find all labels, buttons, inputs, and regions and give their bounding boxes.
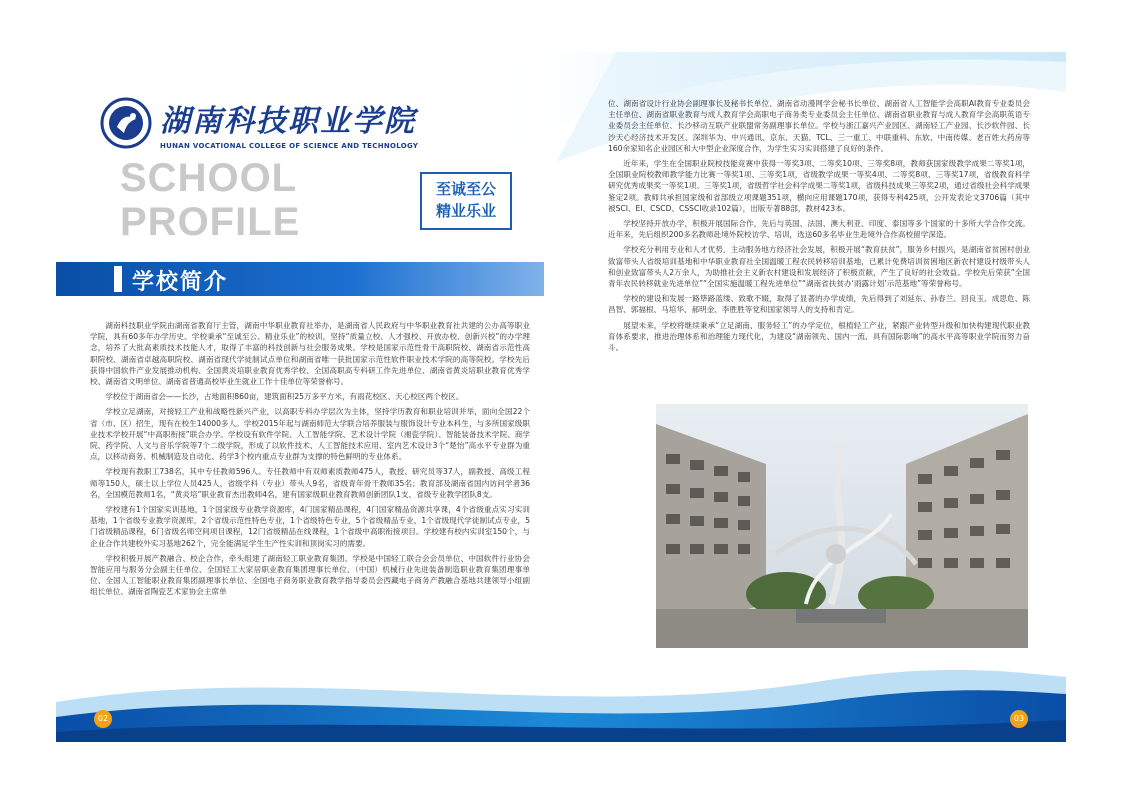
brochure-spread: [56, 52, 1066, 742]
school-seal-icon: [100, 97, 152, 149]
motto-line-2: 精业乐业: [435, 202, 496, 220]
paragraph: 学校的建设和发展一路筚路蓝缕、致歌不辍，取得了显著的办学成绩，先后得到了刘延东、孙春兰、回良玉、成思危、陈昌智、郭福根、马培华、郝明金、李胜胜等党和国家领导人的支持和肯定。: [608, 294, 1030, 315]
school-logo: [100, 96, 418, 150]
banner-marker: [114, 266, 122, 292]
campus-photo: [656, 404, 1028, 648]
left-column-text: [90, 320, 530, 602]
paragraph: 湖南科技职业学院由湖南省教育厅主管，湖南中华职业教育社举办，是湖南省人民政府与中华职业教育社共建的公办高等职业学院，具有60多年办学历史。学校秉承“至诚至公、精业乐业”的校训，坚持“质量立校、人才强校、开放办校、创新兴校”的办学理念，培养了大批高素质技术技能人才，取得了丰富的科技创新与社会服务成果。学校是国家示范性骨干高职院校、湖南省示范性高职院校、湖南省卓越高职院校、湖南省现代学徒制试点单位和湖南省唯一获批国家示范性软件职业技术学院的高等院校。学校先后获得中国软件产业发展推动机构、全国黄炎培职业教育优秀学校、全国高职高专科研工作先进单位、湖南省黄炎培职业教育优秀学校、湖南省文明单位、湖南省普通高校毕业生就业工作十佳单位等荣誉称号。: [90, 321, 530, 387]
paragraph: 展望未来，学校将继续秉承“立足湖南、服务轻工”的办学定位，根植轻工产业，紧跟产业转型升级和加快构建现代职业教育体系要求，推进治理体系和治理能力现代化，为建设“湖南领先、国内一流、具有国际影响”的高水平高等职业学院而努力奋斗。: [608, 320, 1030, 353]
paragraph: 学校积极开展产教融合、校企合作，牵头组建了湖南轻工职业教育集团。学校是中国轻工联合会会员单位、中国软件行业协会智能应用与服务分会副主任单位、全国轻工大家居职业教育集团理事长单位、（中国）机械行业先进装备制造职业教育集团理事单位、全国人工智能职业教育集团副理事长单位、全国电子商务职业教育教学指导委员会西藏电子商务产教融合基地共建领导小组副组长单位、湖南省陶瓷艺术家协会主席单: [90, 553, 530, 597]
page-number-left: 02: [94, 710, 112, 728]
school-name-cn: 湖南科技职业学院: [160, 104, 416, 139]
paragraph: 学校充分利用专业和人才优势，主动服务地方经济社会发展，积极开展“教育扶贫”，服务乡村振兴，是湖南省贫困村创业致富带头人省级培训基地和中华职业教育社全国温暖工程农民转移培训基地，已累计免费培训贫困地区新农村建设村级带头人和创业致富带头人2万余人，为助推社会主义新农村建设和发展经济了积极贡献，产生了良好的社会效益。学校先后荣获“全国青年农民转移就业先进单位”“全国实施温暖工程先进单位”“湖南省扶贫办‘雨露计划’示范基地”等荣誉称号。: [608, 245, 1030, 289]
page-number-right: 03: [1010, 710, 1028, 728]
section-title: 学校简介: [132, 270, 229, 295]
profile-line-1: SCHOOL: [120, 156, 298, 200]
bottom-wave-decoration: [56, 632, 1066, 742]
right-column-text: [608, 98, 1030, 357]
motto-box: [420, 172, 512, 230]
profile-line-2: PROFILE: [120, 200, 301, 244]
paragraph: 学校现有教职工738名，其中专任教师596人。专任教师中有双师素质教师475人，教授、研究员等37人，副教授、高级工程师等150人，硕士以上学位人员425人，省级学科（专业）带头人9名，省级青年骨干教师35名；教育部及湖南省国内访问学者36名，全国模范教师1名，“黄炎培”职业教育杰出教师4名，建有国家级职业教育教师创新团队1支、省级专业教学团队8支。: [90, 467, 530, 499]
paragraph: 学校坚持开放办学，积极开展国际合作，先后与英国、法国、澳大利亚、印度、泰国等多个国家的十多所大学合作交流。近年来，先后组织200多名教师赴境外院校访学、培训，选送60多名毕业生赴境外合作高校留学深造。: [608, 219, 1030, 240]
paragraph: 学校立足湖南，对接轻工产业和战略性新兴产业，以高职专科办学层次为主体，坚持学历教育和职业培训并举，面向全国22个省（市、区）招生，现有在校生14000多人。学校2015年起与湖南师范大学联合培养服装与服饰设计专业本科生，与多所国家级职业技术学校开展“中高职衔接”联合办学。学校设有软件学院、人工智能学院、艺术设计学院（湘瓷学院）、智能装备技术学院、商学院、药学院、人文与音乐学院等7个二级学院，形成了以软件技术、人工智能技术应用、室内艺术设计3个“楚怡”高水平专业群为重点，以移动商务、机械制造及自动化、药学3个校内重点专业群为支撑的特色鲜明的专业体系。: [90, 407, 530, 462]
motto-line-1: 至诚至公: [435, 180, 496, 198]
paragraph: 学校建有1个国家实训基地，1个国家级专业教学资源库，4门国家精品课程，4门国家精品资源共享课，4个省级重点实习实训基地，1个省级专业教学资源库，2个省级示范性特色专业，1个省级特色专业，5个省级精品专业，1个省级现代学徒制试点专业，5门省级精品课程，6门省级名师空间项目课程，12门省级精品在线课程，1个省级中高职衔接项目。学校建有校内实训室150个，与企业合作共建校外实习基地262个，完全能满足学生生产性实训和顶岗实习的需要。: [90, 505, 530, 548]
school-name-en: HUNAN VOCATIONAL COLLEGE OF SCIENCE AND TECHNOLOGY: [160, 142, 419, 150]
section-banner: [56, 262, 544, 296]
paragraph: 近年来，学生在全国职业院校技能竞赛中获得一等奖3项、二等奖10项、三等奖8项，教师获国家级教学成果二等奖1项，全国职业院校教师教学能力比赛一等奖1项、三等奖1项，省级教学成果一等奖4项、二等奖8项、三等奖17项，省级教育科学研究优秀成果奖一等奖1项、三等奖1项，省级哲学社会科学成果二等奖1项，省级科技成果三等奖2项，通过省级社会科学成果鉴定2项。教师共承担国家级和省部级立项课题351项，横向应用课题170项，获得专利425项，公开发表论文3706篇（其中被SCI、EI、CSCD、CSSCI收录102篇），出版专著88部，教材423本。: [608, 159, 1030, 213]
paragraph: 学校位于湖南省会——长沙，占地面积860亩，建筑面积25万多平方米，有雨花校区、天心校区两个校区。: [105, 392, 464, 402]
paragraph: 位、湖南省设计行业协会副理事长及秘书长单位、湖南省动漫网学会秘书长单位、湖南省人工智能学会高职AI教育专业委员会主任单位、湖南省职业教育与成人教育学会高职电子商务类专业委员会主任单位、湖南省职业教育与成人教育学会高职英语专业委员会主任单位、长沙移动互联产业联盟常务副理事长单位。学校与浙江嘉兴产业园区、湖南轻工产业园、长沙软件园、长沙天心经济技术开发区、深圳华为、中兴通讯、京东、天猫、TCL、三一重工、中联重科、东软、中南传媒、老百姓大药房等160余家知名企业园区和大中型企业深度合作，为学生实习实训搭建了良好的条件。: [608, 99, 1030, 153]
profile-heading: [120, 156, 300, 244]
